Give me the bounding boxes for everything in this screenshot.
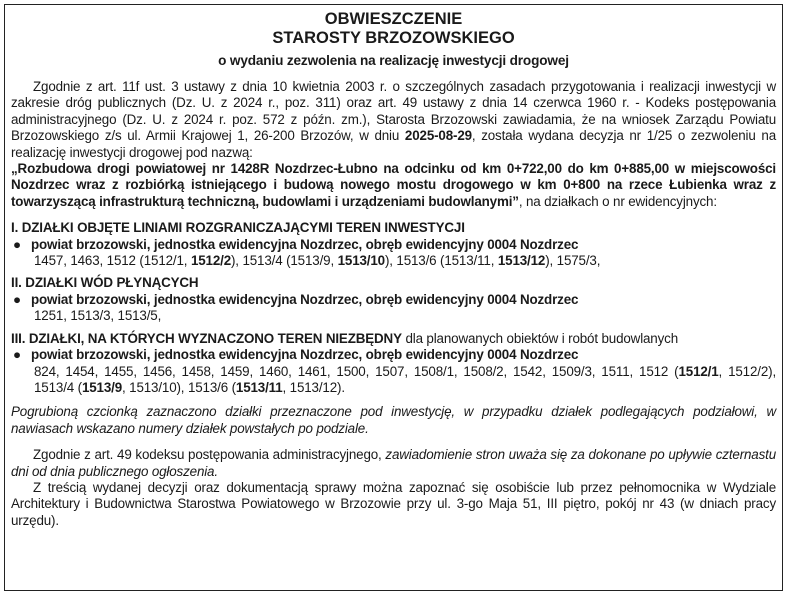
section-2-plots: 1251, 1513/3, 1513/5, bbox=[34, 308, 162, 324]
title-subject: o wydaniu zezwolenia na realizację inwestycji drogowej bbox=[218, 53, 569, 68]
announcement-frame bbox=[4, 4, 783, 591]
bullet-icon: ● bbox=[13, 347, 21, 363]
announcement-body bbox=[5, 79, 782, 529]
notification-italic: zawiadomienie stron uważa się za dokonane po upływie czternastu dni od dnia publicznego ogłoszenia. bbox=[11, 447, 777, 479]
section-2-title: DZIAŁKI WÓD PŁYNĄCYCH bbox=[25, 275, 199, 291]
section-1 bbox=[11, 220, 776, 269]
section-3 bbox=[11, 331, 776, 397]
section-3-numeral: III. bbox=[11, 330, 26, 346]
decision-date: 2025-08-29 bbox=[404, 128, 472, 144]
notification-text: Zgodnie z art. 49 kodeksu postępowania administracyjnego, bbox=[33, 447, 386, 463]
inspection-paragraph: Z treścią wydanej decyzji oraz dokumentacją sprawy można zapoznać się osobiście lub przez pełnomocnika w Wydziale Architektury i Budownictwa Starostwa Powiatowego w Brzozowie przy ul. 3-go Maja 51, III piętro, pokój nr 43 (w dniach pracy urzędu). bbox=[11, 479, 776, 528]
project-paragraph bbox=[11, 161, 776, 210]
section-3-title: DZIAŁKI, NA KTÓRYCH WYZNACZONO TEREN NIEZBĘDNY bbox=[28, 330, 402, 346]
project-name: „Rozbudowa drogi powiatowej nr 1428R Nozdrzec-Łubno na odcinku od km 0+722,00 do km 0+885,00 w miejscowości Nozdrzec wraz z rozbiórką istniejącego i budową nowego mostu drogowego w km 0+800 na rzece Łubienka wraz z towarzyszącą infrastrukturą techniczną, budowlami i urządzeniami budowlanymi” bbox=[11, 161, 776, 209]
intro-text-1: Zgodnie z art. 11f ust. 3 ustawy z dnia 10 kwietnia 2003 r. o szczególnych zasadach przygotowania i realizacji inwestycji w zakresie dróg publicznych (Dz. U. z 2024 r., poz. 311) oraz art. 49 ustawy z dnia 14 czerwca 1960 r. - Kodeks postępowania administracyjnego (Dz. U. z 2024 r. poz. 572 z późn. zm.), Starosta Brzozowski zawiadamia, że na wniosek Zarządu Powiatu Brzozowskiego z/s ul. Armii Krajowej 1, 26-200 Brzozów, w dniu bbox=[11, 79, 776, 144]
section-1-numeral: I. bbox=[11, 220, 19, 236]
section-3-plots: 824, 1454, 1455, 1456, 1458, 1459, 1460, 1461, 1500, 1507, 1508/1, 1508/2, 1542, 1509/3, 1511, 1512 (1512/1, 1512/2), 1513/4 (1513/9, 1513/10), 1513/6 (1513/11, 1513/12). bbox=[34, 363, 777, 395]
intro-text-2: , została wydana decyzja nr 1/25 o zezwoleniu na realizację inwestycji drogowej pod nazwą: bbox=[11, 128, 776, 160]
section-1-title: DZIAŁKI OBJĘTE LINIAMI ROZGRANICZAJĄCYMI TEREN INWESTYCJI bbox=[21, 220, 465, 236]
intro-paragraph bbox=[11, 79, 776, 161]
section-2-location: powiat brzozowski, jednostka ewidencyjna Nozdrzec, obręb ewidencyjny 0004 Nozdrzec bbox=[31, 291, 579, 307]
title-announcement: OBWIESZCZENIE bbox=[324, 10, 463, 28]
section-2-numeral: II. bbox=[11, 275, 22, 291]
intro-text-3: , na działkach o nr ewidencyjnych: bbox=[518, 193, 717, 209]
section-3-location: powiat brzozowski, jednostka ewidencyjna Nozdrzec, obręb ewidencyjny 0004 Nozdrzec bbox=[31, 347, 579, 363]
notification-paragraph bbox=[11, 447, 776, 480]
section-3-title-rest: dla planowanych obiektów i robót budowlanych bbox=[401, 330, 678, 346]
bold-plots-note: Pogrubioną czcionką zaznaczono działki przeznaczone pod inwestycję, w przypadku działek podlegających podziałowi, w nawiasach wskazano numery działek powstałych po podziale. bbox=[11, 404, 776, 436]
section-1-location: powiat brzozowski, jednostka ewidencyjna Nozdrzec, obręb ewidencyjny 0004 Nozdrzec bbox=[31, 236, 579, 252]
section-1-plots: 1457, 1463, 1512 (1512/1, 1512/2), 1513/4 (1513/9, 1513/10), 1513/6 (1513/11, 1513/12), 1575/3, bbox=[34, 253, 601, 269]
bullet-icon: ● bbox=[13, 236, 21, 252]
bullet-icon: ● bbox=[13, 291, 21, 307]
section-2 bbox=[11, 275, 776, 324]
title-authority: STAROSTY BRZOZOWSKIEGO bbox=[272, 29, 515, 47]
